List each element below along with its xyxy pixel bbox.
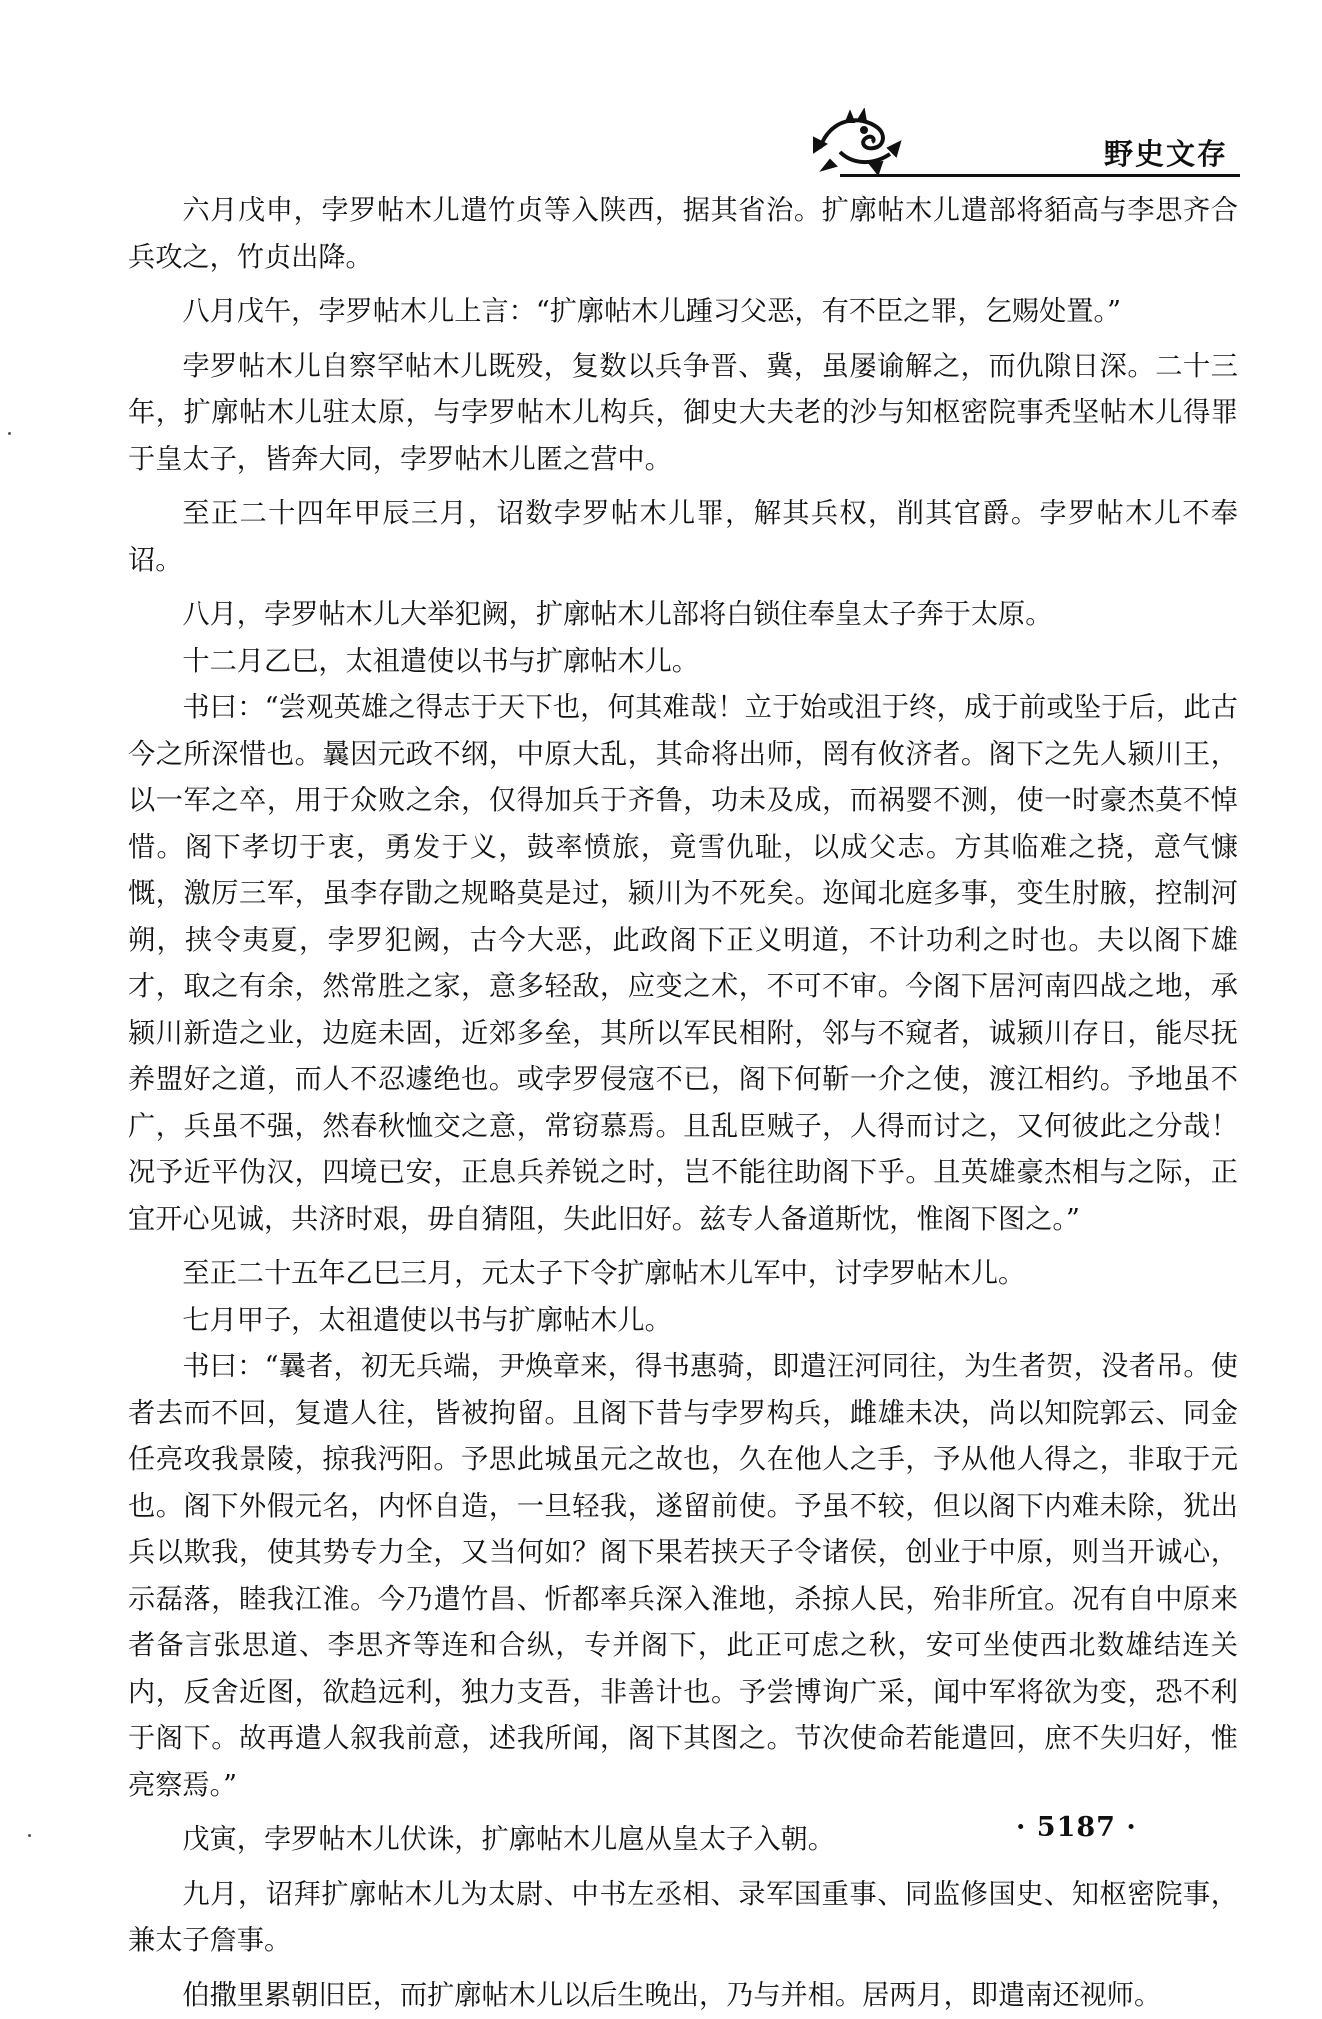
paragraph-8: 至正二十五年乙巳三月，元太子下令扩廓帖木儿军中，讨孛罗帖木儿。 <box>128 1251 1238 1298</box>
paragraph-11: 戊寅，孛罗帖木儿伏诛，扩廓帖木儿扈从皇太子入朝。 <box>128 1817 1238 1864</box>
paragraph-5: 八月，孛罗帖木儿大举犯阙，扩廓帖木儿部将白锁住奉皇太子奔于太原。 <box>128 592 1238 639</box>
header-rule <box>840 174 1240 177</box>
paragraph-4: 至正二十四年甲辰三月，诏数孛罗帖木儿罪，解其兵权，削其官爵。孛罗帖木儿不奉诏。 <box>128 491 1238 584</box>
paragraph-7: 书曰：“尝观英雄之得志于天下也，何其难哉！立于始或沮于终，成于前或坠于后，此古今之所深惜也。曩因元政不纲，中原大乱，其命将出师，罔有攸济者。阁下之先人颍川王，以一军之卒，用于众败之余，仅得加兵于齐鲁，功未及成，而祸婴不测，使一时豪杰莫不悼惜。阁下孝切于衷，勇发于义，鼓率愤旅，竟雪仇耻，以成父志。方其临难之挠，意气慷慨，激厉三军，虽李存勖之规略莫是过，颍川为不死矣。迩闻北庭多事，变生肘腋，控制河朔，挟令夷夏，孛罗犯阙，古今大恶，此政阁下正义明道，不计功利之时也。夫以阁下雄才，取之有余，然常胜之家，意多轻敌，应变之术，不可不审。今阁下居河南四战之地，承颍川新造之业，边庭未固，近郊多垒，其所以军民相附，邻与不窥者，诚颍川存日，能尽抚养盟好之道，而人不忍遽绝也。或孛罗侵寇不已，阁下何靳一介之使，渡江相约。予地虽不广，兵虽不强，然春秋恤交之意，常窃慕焉。且乱臣贼子，人得而讨之，又何彼此之分哉！况予近平伪汉，四境已安，正息兵养锐之时，岂不能往助阁下乎。且英雄豪杰相与之际，正宜开心见诚，共济时艰，毋自猜阻，失此旧好。兹专人备道斯忱，惟阁下图之。” <box>128 685 1238 1243</box>
scan-speck <box>28 1834 31 1837</box>
scan-speck <box>8 432 11 435</box>
series-title: 野史文存 <box>1104 132 1228 173</box>
running-header <box>800 108 1240 178</box>
paragraph-2: 八月戊午，孛罗帖木儿上言：“扩廓帖木儿踵习父恶，有不臣之罪，乞赐处置。” <box>128 289 1238 336</box>
paragraph-6: 十二月乙巳，太祖遣使以书与扩廓帖木儿。 <box>128 639 1238 686</box>
body-text <box>128 188 1238 2019</box>
paragraph-9: 七月甲子，太祖遣使以书与扩廓帖木儿。 <box>128 1298 1238 1345</box>
page-number: · 5187 · <box>1016 1812 1137 1843</box>
paragraph-12: 九月，诏拜扩廓帖木儿为太尉、中书左丞相、录军国重事、同监修国史、知枢密院事，兼太子詹事。 <box>128 1872 1238 1965</box>
dragon-emblem-icon <box>800 108 910 176</box>
paragraph-1: 六月戊申，孛罗帖木儿遣竹贞等入陕西，据其省治。扩廓帖木儿遣部将貊高与李思齐合兵攻之，竹贞出降。 <box>128 188 1238 281</box>
paragraph-13: 伯撒里累朝旧臣，而扩廓帖木儿以后生晚出，乃与并相。居两月，即遣南还视师。 <box>128 1973 1238 2019</box>
paragraph-10: 书曰：“曩者，初无兵端，尹焕章来，得书惠骑，即遣汪河同往，为生者贺，没者吊。使者去而不回，复遣人往，皆被拘留。且阁下昔与孛罗构兵，雌雄未决，尚以知院郭云、同金任亮攻我景陵，掠我沔阳。予思此城虽元之故也，久在他人之手，予从他人得之，非取于元也。阁下外假元名，内怀自造，一旦轻我，遂留前使。予虽不较，但以阁下内难未除，犹出兵以欺我，使其势专力全，又当何如？阁下果若挟天子令诸侯，创业于中原，则当开诚心，示磊落，睦我江淮。今乃遣竹昌、忻都率兵深入淮地，杀掠人民，殆非所宜。况有自中原来者备言张思道、李思齐等连和合纵，专并阁下，此正可虑之秋，安可坐使西北数雄结连关内，反舍近图，欲趋远利，独力支吾，非善计也。予尝博询广采，闻中军将欲为变，恐不利于阁下。故再遣人叙我前意，述我所闻，阁下其图之。节次使命若能遣回，庶不失归好，惟亮察焉。” <box>128 1344 1238 1809</box>
paragraph-3: 孛罗帖木儿自察罕帖木儿既殁，复数以兵争晋、冀，虽屡谕解之，而仇隙日深。二十三年，扩廓帖木儿驻太原，与孛罗帖木儿构兵，御史大夫老的沙与知枢密院事秃坚帖木儿得罪于皇太子，皆奔大同，孛罗帖木儿匿之营中。 <box>128 344 1238 484</box>
